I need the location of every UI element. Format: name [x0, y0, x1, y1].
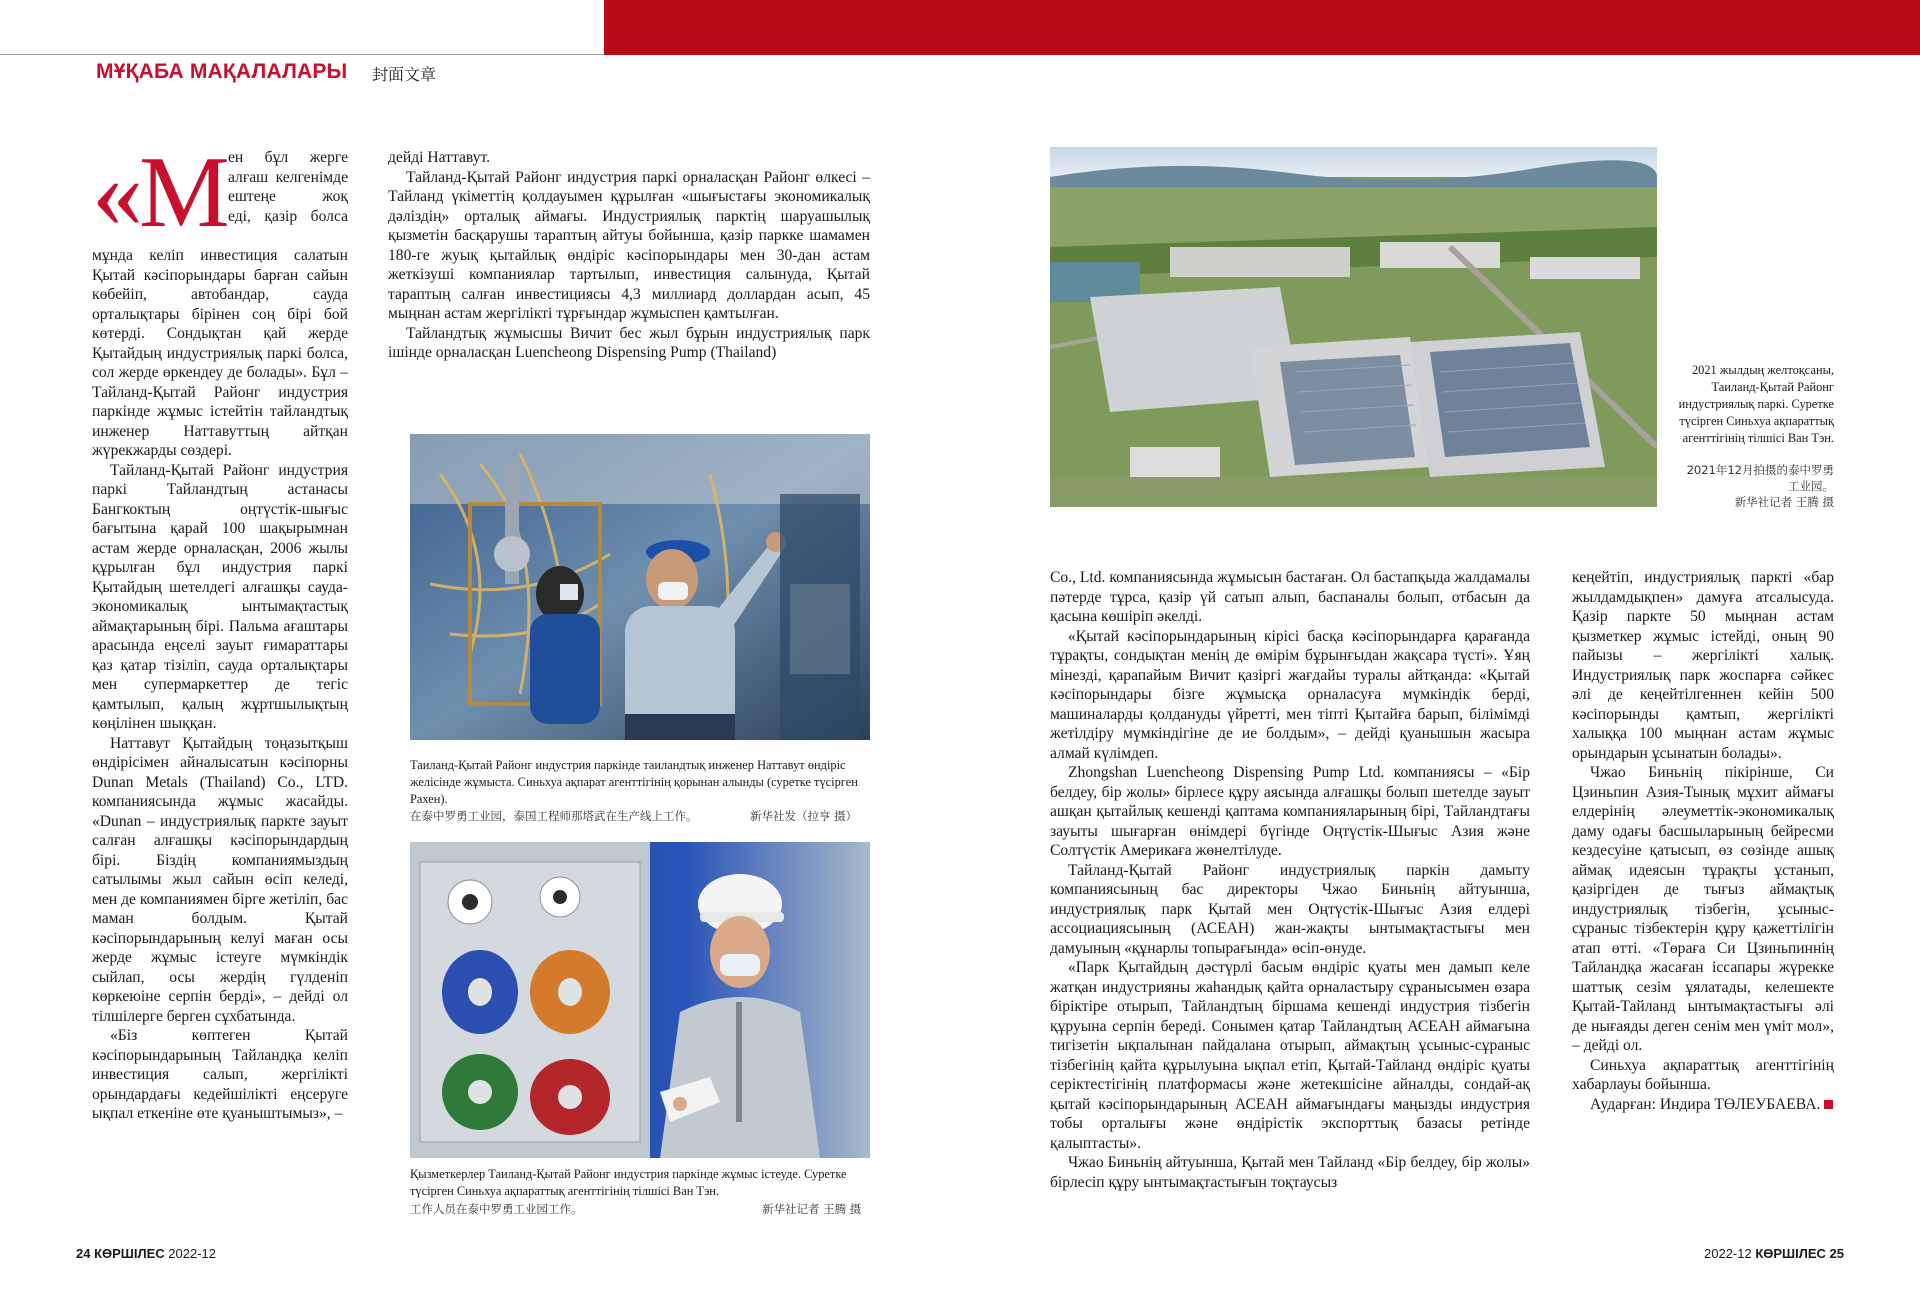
paragraph: Тайланд-Қытай Районг индустрия паркі Тайландтың астанасы Бангкоктың оңтүстік-шығыс бағытына қарай 100 шақырымнан астам жерде орналасқан, 2006 жылы құрылған бұл индустрия паркі Қытайдың шетелдегі алғашқы сауда-экономикалық ынтымақтастық аймақтарының бірі. Пальма ағаштары арасында еңселі зауыт ғимараттары қаз қатар тізіліп, сауда орталықтары мен супермаркеттер де тегіс қамтылып, қалың жұртшылықтың көңілінен шыққан. — [92, 461, 348, 732]
dropcap: «М — [92, 136, 226, 249]
paragraph: «Парк Қытайдың дәстүрлі басым өндіріс қуаты мен дамып келе жатқан индустрияны жаһандық қайта орналастыру сұранысымен өзара біріктіре отырып, Тайландтың біршама кешенді индустрия тізбегін құруына серпін береді. Сонымен қатар Тайландтың АСЕАН аймағына тигізетін ықпалынан пайдалана отырып, аймақтың ұсыныс-сұраныс тізбегінің қайта құрылуына ықпал етіп, Қытай-Тайланд өндіріс қуаты серіктестігінің платформасы және жетекшісіне айналды, сондай-ақ қытай кәсіпорындарының АСЕАН аймағындағы маңызды индустрия тобы орталығы және өндірістік экспорттық базасы ретінде қалыптасты». — [1050, 959, 1530, 1152]
photo-aerial-industrial-park — [1050, 147, 1657, 507]
photo-1-caption: Таиланд-Қытай Районг индустрия паркінде таиландтық инженер Наттавут өндіріс желісінде жұмыста. Синьхуа ақпарат агенттігінің қорынан алынды (суретке түсірген Рахен). — [410, 758, 858, 806]
photo-1-credit: 新华社发（拉亨 摄） — [750, 809, 858, 823]
photo-1-caption-cn: 在泰中罗勇工业园，泰国工程师那塔武在生产线上工作。 — [410, 809, 698, 823]
aerial-credit: 新华社记者 王腾 摄 — [1734, 495, 1834, 509]
paragraph: кеңейтіп, индустриялық паркті «бар жылдамдықпен» дамуға атсалысуда. Қазір паркте 50 мыңнан астам қызметкер жұмыс істейді, оның 90 пайызы – жергілікті халық. Индустриялық парк жоспарға сәйкес әлі де кеңейтілгеннен кейін 500 кәсіпорынды қамтып, жергілікті халыққа 100 мыңнан астам жұмыс орындарын ұсынатын болады». — [1572, 569, 1834, 762]
section-title-cn: 封面文章 — [372, 65, 437, 84]
photo-worker-spools — [410, 842, 870, 1158]
photo-2-caption-cn: 工作人员在泰中罗勇工业园工作。 — [410, 1202, 583, 1216]
paragraph: «Қытай кәсіпорындарының кірісі басқа кәсіпорындарға қарағанда тұрақты, сондықтан менің де өмірім бұрынғыдан жақсара түсті». Ұяң мінезді, қарапайым Вичит қазіргі жағдайы туралы айтқанда: «Қытай кәсіпорындары бізге жұмысқа орналасуға мүмкіндік берді, машиналарды қолдануды үйретті, мен тіпті Қытайға барып, білімімді жетілдіру мүмкіндігіне де ие болдым», – дейді қуанышын жасыра алмай күлімдеп. — [1050, 627, 1530, 762]
paragraph: Тайландтық жұмысшы Вичит бес жыл бұрын индустриялық парк ішінде орналасқан Luencheong Dispensing Pump (Thailand) — [388, 324, 870, 361]
issue-right: 2022-12 — [1704, 1246, 1752, 1261]
paragraph: Чжао Биньнің пікірінше, Си Цзиньпин Азия-Тынық мұхит аймағы елдерінің әлеуметтік-экономикалық даму одағы басшыларының бейресми кездесуіне қатысып, өз сөзінде ашық аймақ идеясын тұрақты ұстанып, қазіргіден де тығыз аймақтық индустриялық тізбегін, ұсыныс-сұраныс тізбектерін құру қажеттілігін атап өтті. «Төраға Си Цзиньпиннің Тайландқа жасаған іссапары жүрекке шаттық сезім ұялатады, келешекте Қытай-Тайланд ынтымақтастығы әлі де нығаяды деген сенім мен үміт мол», – дейді ол. — [1572, 764, 1834, 1054]
paragraph: Тайланд-Қытай Районг индустрия паркі орналасқан Районг өлкесі – Тайланд үкіметтің қолдауымен құрылған «шығыстағы экономикалық дәліздің» орталық аймағы. Индустриялық парктің шаруашылық қызметін басқарушы тараптың айтуы бойынша, қазір паркке шамамен 180-ге жуық қытайлық өндіріс кәсіпорындары мен 30-дан астам жеткізуші компаниялар тартылып, инвестиция салынуда, Қытай тараптың салған инвестициясы 4,3 миллиард доллардан асып, 45 мыңнан астам жергілікті тұрғындар жұмыспен қамтылған. — [388, 168, 870, 322]
aerial-caption: 2021 жылдың желтоқсаны, Таиланд-Қытай Районг индустриялық паркі. Суретке түсірген Синьхуа ақпараттық агенттігінің тілшісі Ван Тэн. — [1678, 363, 1834, 445]
photo-engineer-production-line — [410, 434, 870, 740]
paragraph: мұнда келіп инвестиция салатын Қытай кәсіпорындары барған сайын көбейіп, автобандар, сауда орталықтары бірінен соң бірі бой көтерді. Сондықтан қай жерде Қытайдың индустриялық паркі болса, сол жерде өркендеу де болады». Бұл – Тайланд-Қытай Районг индустрия паркінде жұмыс істейтін тайландтық инженер Наттавуттың айтқан жүрекжарды сөздері. — [92, 247, 348, 459]
paragraph: Zhongshan Luencheong Dispensing Pump Ltd. компаниясы – «Бір белдеу, бір жолы» бірлесе құру аясында алғашқы болып шетелде зауыт ашқан қытайлық кешенді қаптама компанияларының бірі, Тайландтағы зауыты шығарған өнімдері бүгінде Оңтүстік-Шығыс Азия және Солтүстік Америкаға жөнелтілуде. — [1050, 764, 1530, 859]
photo-2-credit: 新华社记者 王腾 摄 — [762, 1202, 862, 1216]
article-column-4 — [1572, 568, 1834, 1114]
dropcap-line: алғаш келгенімде — [228, 168, 348, 186]
paragraph: Тайланд-Қытай Районг индустриялық паркін дамыту компаниясының бас директоры Чжао Биньнің айтуынша, индустриялық парк Қытай мен Оңтүстік-Шығыс Азия елдері ассоциациясының (АСЕАН) жан-жақты ынтымақтастығы мен дамуының «құнарлы топырағында» өсіп-өнуде. — [1050, 861, 1530, 957]
header-rule — [0, 54, 604, 55]
paragraph: «Біз көптеген Қытай кәсіпорындарының Тайландқа келіп инвестиция салып, жергілікті орындардағы кедейшілікті еңсеруге ықпал еткеніне өте қуаныштымыз», – — [92, 1027, 348, 1122]
section-title: МҰҚАБА МАҚАЛАЛАРЫ — [96, 60, 348, 83]
article-column-3 — [1050, 568, 1530, 1192]
page-number-right: 25 — [1829, 1246, 1845, 1261]
translator-credit — [1572, 1095, 1834, 1115]
magazine-name-left: КӨРШІЛЕС — [94, 1246, 165, 1261]
issue-left: 2022-12 — [168, 1246, 217, 1261]
photo-2-caption: Қызметкерлер Таиланд-Қытай Районг индустрия паркінде жұмыс істеуде. Суретке түсірген Синьхуа ақпараттық агенттігінің тілшісі Ван Тэн. — [410, 1167, 847, 1198]
folio-left — [76, 1246, 216, 1261]
translator-credit-text: Аударған: Индира ТӨЛЕУБАЕВА. — [1590, 1095, 1821, 1113]
magazine-name-right: КӨРШІЛЕС — [1755, 1246, 1826, 1261]
article-column-2 — [388, 148, 870, 363]
paragraph: Co., Ltd. компаниясында жұмысын бастаған. Ол бастапқыда жалдамалы пәтерде тұрса, қазір үй сатып алып, баспаналы болып, отбасын да қасына көшіріп әкелді. — [1050, 569, 1530, 625]
header-red-band — [604, 0, 1920, 55]
dropcap-block — [92, 136, 348, 249]
paragraph: Наттавут Қытайдың тоңазытқыш өндірісімен айналысатын кәсіпорны Dunan Metals (Thailand) Co., LTD. компаниясында жұмыс жасайды. «Dunan – индустриялық паркте зауыт салған алғашқы кәсіпорындардың бірі. Біздің компаниямыздың сатылымы жыл сайын өсіп келеді, мен де компаниямен бірге жетіліп, бас маман болдым. Қытай кәсіпорындарының келуі маған осы жерде жұмыс істеуге мүмкіндік сыйлап, осы жердің гүлденіп көркеюіне серпін берді», – дейді ол тілшілерге берген сұхбатында. — [92, 734, 348, 1025]
end-mark-icon — [1824, 1100, 1833, 1109]
folio-right — [1704, 1246, 1844, 1261]
dropcap-line: еді, қазір болса — [228, 207, 348, 225]
article-column-1 — [92, 136, 348, 1124]
source-note: Синьхуа ақпараттық агенттігінің хабарлауы бойынша. — [1572, 1056, 1834, 1093]
paragraph: Чжао Биньнің айтуынша, Қытай мен Тайланд «Бір белдеу, бір жолы» бірлесіп құру ынтымақтастығын тоқтаусыз — [1050, 1154, 1530, 1191]
dropcap-line: ен бұл жерге — [228, 149, 348, 166]
page-number-left: 24 — [76, 1246, 91, 1261]
paragraph: дейді Наттавут. — [388, 149, 491, 166]
aerial-caption-cn: 2021年12月拍摄的泰中罗勇工业园。 — [1686, 463, 1834, 493]
dropcap-line: ештеңе жоқ — [228, 188, 348, 205]
